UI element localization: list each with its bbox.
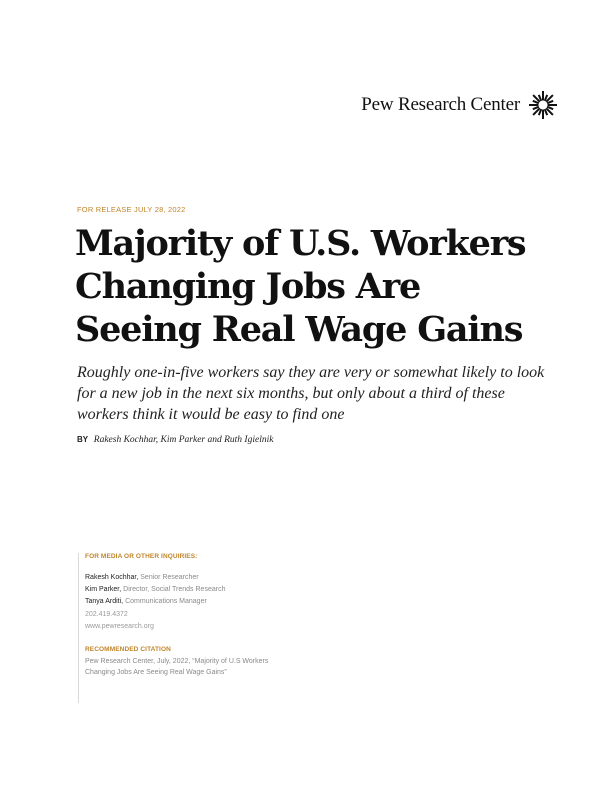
report-title [75,222,555,351]
contact-person [85,596,285,608]
byline [77,434,273,445]
contact-person [85,584,285,596]
contact-block [78,553,285,703]
contact-phone: 202.419.4372 [85,611,128,618]
contact-role: Communications Manager [125,598,207,605]
contact-name: Kim Parker, [85,586,122,593]
website-link[interactable]: www.pewresearch.org [85,623,154,630]
contact-heading: FOR MEDIA OR OTHER INQUIRIES: [85,553,198,560]
org-name: Pew Research Center [361,94,520,115]
contact-role: Director, Social Trends Research [123,586,226,593]
pew-logo [361,90,558,120]
byline-prefix: BY [77,435,89,444]
title-line: Majority of U.S. Workers [75,223,526,264]
title-line: Seeing Real Wage Gains [75,309,523,350]
report-subtitle: Roughly one-in-five workers say they are very or somewhat likely to look for a new job in the next six months, but only about a third of these workers think it would be easy to find one [77,364,545,423]
contact-name: Rakesh Kochhar, [85,574,139,581]
contact-person [85,572,285,584]
byline-authors: Rakesh Kochhar, Kim Parker and Ruth Igielnik [93,435,274,445]
citation-heading: RECOMMENDED CITATION [85,646,171,653]
contact-name: Tanya Arditi, [85,598,124,605]
contact-role: Senior Researcher [140,574,199,581]
release-date: FOR RELEASE JULY 28, 2022 [77,205,186,214]
citation-text: Pew Research Center, July, 2022, “Majority of U.S Workers Changing Jobs Are Seeing Real Wage Gains” [85,658,269,676]
starburst-logo-icon [528,90,558,120]
title-line: Changing Jobs Are [75,266,421,307]
